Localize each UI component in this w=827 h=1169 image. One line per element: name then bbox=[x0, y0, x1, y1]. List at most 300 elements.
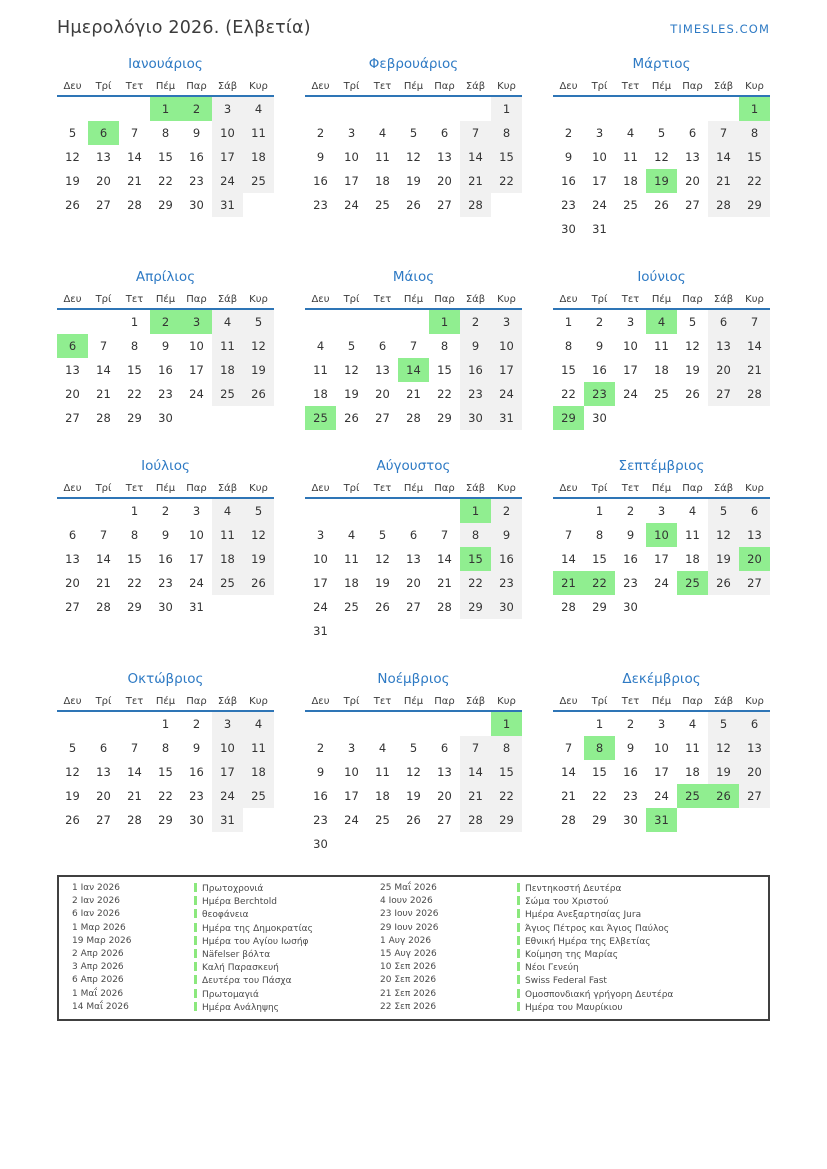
day-cell: 27 bbox=[708, 382, 739, 406]
weekday-header: Τετ bbox=[621, 81, 640, 92]
day-cell: 11 bbox=[344, 552, 359, 566]
weekday-header: Σάβ bbox=[465, 696, 486, 707]
empty-cell bbox=[398, 499, 429, 523]
empty-cell bbox=[305, 712, 336, 736]
weekday-header: Παρ bbox=[186, 294, 207, 305]
holiday-day-cell: 3 bbox=[181, 310, 212, 334]
day-cell: 1 bbox=[595, 504, 604, 518]
day-cell: 19 bbox=[406, 174, 421, 188]
day-cell: 3 bbox=[626, 315, 635, 329]
weekday-header: Τρί bbox=[343, 696, 360, 707]
day-cell: 13 bbox=[437, 150, 452, 164]
day-cell: 14 bbox=[708, 145, 739, 169]
month-title: Δεκέμβριος bbox=[622, 671, 701, 687]
day-cell: 31 bbox=[313, 624, 328, 638]
month-days bbox=[57, 712, 274, 832]
holiday-day-cell: 14 bbox=[398, 358, 429, 382]
legend-date: 3 Απρ 2026 bbox=[72, 962, 124, 973]
day-cell: 30 bbox=[189, 813, 204, 827]
day-cell: 19 bbox=[243, 547, 274, 571]
empty-cell bbox=[336, 97, 367, 121]
day-cell: 11 bbox=[375, 765, 390, 779]
day-cell: 7 bbox=[564, 528, 573, 542]
legend-name: Άγιος Πέτρος και Άγιος Παύλος bbox=[525, 923, 670, 934]
day-cell: 22 bbox=[561, 387, 576, 401]
holiday-tick-icon bbox=[517, 909, 520, 918]
day-cell: 19 bbox=[243, 358, 274, 382]
day-cell: 25 bbox=[623, 198, 638, 212]
day-cell: 28 bbox=[460, 193, 491, 217]
legend-entry bbox=[517, 882, 673, 895]
empty-cell bbox=[336, 712, 367, 736]
day-cell: 5 bbox=[378, 528, 387, 542]
day-cell: 16 bbox=[189, 765, 204, 779]
day-cell: 2 bbox=[564, 126, 573, 140]
day-cell: 11 bbox=[313, 363, 328, 377]
weekday-header: Δευ bbox=[63, 696, 82, 707]
day-cell: 30 bbox=[460, 406, 491, 430]
legend-name: θεοφάνεια bbox=[202, 910, 249, 921]
day-cell: 12 bbox=[65, 765, 80, 779]
legend-entry bbox=[194, 908, 380, 921]
weekday-header: Κυρ bbox=[745, 294, 764, 305]
legend-entry bbox=[194, 895, 380, 908]
day-cell: 16 bbox=[158, 552, 173, 566]
legend-date: 14 Μαΐ 2026 bbox=[72, 1001, 129, 1012]
day-cell: 20 bbox=[65, 387, 80, 401]
weekday-header: Πέμ bbox=[155, 294, 176, 305]
day-cell: 26 bbox=[375, 600, 390, 614]
day-cell: 14 bbox=[127, 765, 142, 779]
day-cell: 4 bbox=[378, 741, 387, 755]
weekday-header: Παρ bbox=[186, 483, 207, 494]
day-cell: 20 bbox=[406, 576, 421, 590]
weekday-header-row bbox=[553, 480, 770, 499]
day-cell: 5 bbox=[688, 315, 697, 329]
legend-date: 19 Μαρ 2026 bbox=[72, 935, 132, 946]
day-cell: 24 bbox=[592, 198, 607, 212]
day-cell: 21 bbox=[96, 576, 111, 590]
day-cell: 27 bbox=[375, 411, 390, 425]
day-cell: 23 bbox=[189, 789, 204, 803]
day-cell: 14 bbox=[561, 552, 576, 566]
day-cell: 19 bbox=[685, 363, 700, 377]
month-days bbox=[57, 499, 274, 619]
day-cell: 22 bbox=[491, 169, 522, 193]
day-cell: 5 bbox=[68, 126, 77, 140]
legend-name: Πρωτοχρονιά bbox=[202, 884, 264, 894]
weekday-header: Τρί bbox=[343, 483, 360, 494]
legend-date: 23 Ιουν 2026 bbox=[380, 909, 439, 920]
day-cell: 12 bbox=[685, 339, 700, 353]
legend-entry bbox=[517, 1001, 673, 1014]
weekday-header: Σάβ bbox=[713, 81, 734, 92]
day-cell: 22 bbox=[491, 784, 522, 808]
weekday-header: Τετ bbox=[373, 696, 392, 707]
empty-cell bbox=[88, 310, 119, 334]
weekday-header: Κυρ bbox=[249, 294, 268, 305]
day-cell: 22 bbox=[460, 571, 491, 595]
holiday-day-cell: 20 bbox=[739, 547, 770, 571]
empty-cell bbox=[305, 310, 336, 334]
day-cell: 7 bbox=[564, 741, 573, 755]
empty-cell bbox=[367, 310, 398, 334]
day-cell: 11 bbox=[623, 150, 638, 164]
day-cell: 7 bbox=[99, 339, 108, 353]
weekday-header: Τρί bbox=[95, 81, 112, 92]
day-cell: 13 bbox=[708, 334, 739, 358]
day-cell: 27 bbox=[437, 198, 452, 212]
day-cell: 22 bbox=[127, 576, 142, 590]
day-cell: 30 bbox=[623, 813, 638, 827]
legend-entry bbox=[517, 974, 673, 987]
day-cell: 16 bbox=[592, 363, 607, 377]
day-cell: 9 bbox=[491, 523, 522, 547]
month-title: Μάρτιος bbox=[632, 56, 691, 72]
day-cell: 3 bbox=[491, 310, 522, 334]
day-cell: 26 bbox=[685, 387, 700, 401]
day-cell: 30 bbox=[189, 198, 204, 212]
legend-date: 2 Ιαν 2026 bbox=[72, 896, 120, 907]
legend-entry bbox=[194, 948, 380, 961]
day-cell: 18 bbox=[344, 576, 359, 590]
day-cell: 2 bbox=[161, 504, 170, 518]
months-grid bbox=[57, 56, 770, 856]
day-cell: 24 bbox=[212, 784, 243, 808]
day-cell: 28 bbox=[96, 600, 111, 614]
day-cell: 24 bbox=[189, 576, 204, 590]
day-cell: 30 bbox=[561, 222, 576, 236]
day-cell: 14 bbox=[96, 552, 111, 566]
day-cell: 27 bbox=[96, 813, 111, 827]
month-card bbox=[305, 269, 522, 430]
legend-date: 6 Απρ 2026 bbox=[72, 975, 124, 986]
weekday-header: Δευ bbox=[63, 294, 82, 305]
day-cell: 10 bbox=[212, 736, 243, 760]
weekday-header: Σάβ bbox=[217, 81, 238, 92]
day-cell: 4 bbox=[688, 504, 697, 518]
day-cell: 12 bbox=[708, 736, 739, 760]
holiday-tick-icon bbox=[517, 936, 520, 945]
legend-name: Näfelser βόλτα bbox=[202, 950, 271, 961]
month-card bbox=[553, 269, 770, 430]
day-cell: 11 bbox=[685, 528, 700, 542]
holiday-day-cell: 1 bbox=[429, 310, 460, 334]
day-cell: 9 bbox=[192, 741, 201, 755]
day-cell: 13 bbox=[437, 765, 452, 779]
site-link[interactable]: TIMESLES.COM bbox=[670, 22, 770, 36]
legend-name: Πρωτομαγιά bbox=[202, 989, 259, 1000]
holiday-day-cell: 31 bbox=[646, 808, 677, 832]
day-cell: 18 bbox=[375, 174, 390, 188]
holiday-tick-icon bbox=[194, 975, 197, 984]
weekday-header: Σάβ bbox=[217, 294, 238, 305]
legend-name: Ημέρα της Δημοκρατίας bbox=[202, 923, 313, 934]
day-cell: 25 bbox=[243, 784, 274, 808]
day-cell: 10 bbox=[623, 339, 638, 353]
day-cell: 3 bbox=[347, 126, 356, 140]
holiday-day-cell: 6 bbox=[57, 334, 88, 358]
weekday-header: Πέμ bbox=[651, 294, 672, 305]
day-cell: 3 bbox=[347, 741, 356, 755]
day-cell: 4 bbox=[243, 712, 274, 736]
day-cell: 13 bbox=[375, 363, 390, 377]
day-cell: 12 bbox=[654, 150, 669, 164]
day-cell: 3 bbox=[595, 126, 604, 140]
day-cell: 22 bbox=[437, 387, 452, 401]
legend-entry bbox=[517, 948, 673, 961]
legend-name: Καλή Παρασκευή bbox=[202, 963, 279, 974]
weekday-header: Τετ bbox=[373, 294, 392, 305]
weekday-header: Πέμ bbox=[155, 696, 176, 707]
holiday-day-cell: 15 bbox=[460, 547, 491, 571]
empty-cell bbox=[305, 499, 336, 523]
month-days bbox=[553, 499, 770, 619]
weekday-header: Δευ bbox=[559, 696, 578, 707]
empty-cell bbox=[460, 712, 491, 736]
day-cell: 18 bbox=[654, 363, 669, 377]
day-cell: 7 bbox=[99, 528, 108, 542]
day-cell: 15 bbox=[592, 765, 607, 779]
day-cell: 26 bbox=[654, 198, 669, 212]
empty-cell bbox=[57, 499, 88, 523]
page-title: Ημερολόγιο 2026. (Ελβετία) bbox=[57, 18, 311, 38]
day-cell: 11 bbox=[654, 339, 669, 353]
legend-name: Ημέρα του Αγίου Ιωσήφ bbox=[202, 936, 309, 947]
empty-cell bbox=[57, 310, 88, 334]
weekday-header: Τρί bbox=[343, 294, 360, 305]
day-cell: 4 bbox=[347, 528, 356, 542]
weekday-header: Δευ bbox=[311, 696, 330, 707]
weekday-header: Παρ bbox=[186, 696, 207, 707]
day-cell: 31 bbox=[212, 193, 243, 217]
day-cell: 15 bbox=[739, 145, 770, 169]
day-cell: 17 bbox=[189, 552, 204, 566]
day-cell: 17 bbox=[189, 363, 204, 377]
day-cell: 7 bbox=[130, 126, 139, 140]
weekday-header: Σάβ bbox=[713, 483, 734, 494]
month-card bbox=[57, 269, 274, 430]
day-cell: 18 bbox=[375, 789, 390, 803]
day-cell: 28 bbox=[739, 382, 770, 406]
day-cell: 9 bbox=[161, 339, 170, 353]
holiday-tick-icon bbox=[517, 949, 520, 958]
day-cell: 16 bbox=[158, 363, 173, 377]
legend-date: 22 Σεπ 2026 bbox=[380, 1001, 437, 1012]
day-cell: 13 bbox=[739, 736, 770, 760]
day-cell: 10 bbox=[189, 339, 204, 353]
day-cell: 14 bbox=[739, 334, 770, 358]
day-cell: 20 bbox=[96, 174, 111, 188]
weekday-header: Δευ bbox=[559, 294, 578, 305]
day-cell: 9 bbox=[595, 339, 604, 353]
empty-cell bbox=[429, 712, 460, 736]
weekday-header: Κυρ bbox=[249, 81, 268, 92]
day-cell: 2 bbox=[316, 741, 325, 755]
day-cell: 4 bbox=[688, 717, 697, 731]
day-cell: 23 bbox=[460, 382, 491, 406]
holiday-tick-icon bbox=[194, 1002, 197, 1011]
day-cell: 16 bbox=[561, 174, 576, 188]
day-cell: 15 bbox=[127, 363, 142, 377]
empty-cell bbox=[398, 97, 429, 121]
day-cell: 8 bbox=[130, 339, 139, 353]
weekday-header: Σάβ bbox=[713, 696, 734, 707]
day-cell: 29 bbox=[592, 600, 607, 614]
day-cell: 12 bbox=[708, 523, 739, 547]
day-cell: 6 bbox=[688, 126, 697, 140]
day-cell: 5 bbox=[409, 741, 418, 755]
day-cell: 13 bbox=[96, 150, 111, 164]
day-cell: 8 bbox=[440, 339, 449, 353]
day-cell: 1 bbox=[595, 717, 604, 731]
day-cell: 30 bbox=[491, 595, 522, 619]
day-cell: 9 bbox=[564, 150, 573, 164]
day-cell: 7 bbox=[460, 736, 491, 760]
day-cell: 26 bbox=[65, 198, 80, 212]
day-cell: 24 bbox=[212, 169, 243, 193]
day-cell: 20 bbox=[708, 358, 739, 382]
day-cell: 10 bbox=[654, 741, 669, 755]
month-title: Μάιος bbox=[392, 269, 435, 285]
day-cell: 19 bbox=[708, 760, 739, 784]
day-cell: 21 bbox=[437, 576, 452, 590]
day-cell: 21 bbox=[708, 169, 739, 193]
day-cell: 22 bbox=[127, 387, 142, 401]
weekday-header: Τετ bbox=[621, 294, 640, 305]
day-cell: 8 bbox=[595, 528, 604, 542]
day-cell: 9 bbox=[316, 150, 325, 164]
day-cell: 23 bbox=[623, 576, 638, 590]
weekday-header-row bbox=[57, 78, 274, 97]
day-cell: 1 bbox=[564, 315, 573, 329]
day-cell: 20 bbox=[437, 174, 452, 188]
day-cell: 2 bbox=[460, 310, 491, 334]
empty-cell bbox=[336, 499, 367, 523]
day-cell: 14 bbox=[96, 363, 111, 377]
day-cell: 16 bbox=[491, 547, 522, 571]
holiday-tick-icon bbox=[194, 896, 197, 905]
day-cell: 27 bbox=[437, 813, 452, 827]
day-cell: 29 bbox=[158, 198, 173, 212]
legend-column bbox=[380, 882, 673, 1014]
day-cell: 17 bbox=[654, 552, 669, 566]
weekday-header-row bbox=[305, 291, 522, 310]
day-cell: 6 bbox=[739, 499, 770, 523]
holiday-day-cell: 1 bbox=[460, 499, 491, 523]
empty-cell bbox=[57, 712, 88, 736]
day-cell: 10 bbox=[344, 765, 359, 779]
day-cell: 17 bbox=[212, 760, 243, 784]
day-cell: 11 bbox=[212, 334, 243, 358]
holiday-day-cell: 8 bbox=[584, 736, 615, 760]
weekday-header: Τρί bbox=[591, 483, 608, 494]
legend-entry bbox=[194, 974, 380, 987]
empty-cell bbox=[398, 310, 429, 334]
holiday-day-cell: 21 bbox=[553, 571, 584, 595]
day-cell: 14 bbox=[127, 150, 142, 164]
day-cell: 12 bbox=[243, 523, 274, 547]
legend-date: 1 Ιαν 2026 bbox=[72, 883, 120, 893]
day-cell: 8 bbox=[564, 339, 573, 353]
legend-name: Ημέρα Ανεξαρτησίας Jura bbox=[525, 910, 642, 921]
day-cell: 14 bbox=[460, 145, 491, 169]
day-cell: 18 bbox=[212, 358, 243, 382]
day-cell: 20 bbox=[375, 387, 390, 401]
day-cell: 19 bbox=[65, 174, 80, 188]
holiday-tick-icon bbox=[517, 883, 520, 892]
holiday-tick-icon bbox=[194, 909, 197, 918]
day-cell: 27 bbox=[739, 571, 770, 595]
weekday-header: Παρ bbox=[682, 696, 703, 707]
day-cell: 3 bbox=[212, 97, 243, 121]
month-title: Σεπτέμβριος bbox=[618, 458, 705, 474]
day-cell: 28 bbox=[127, 198, 142, 212]
weekday-header: Δευ bbox=[311, 81, 330, 92]
day-cell: 6 bbox=[68, 528, 77, 542]
day-cell: 9 bbox=[161, 528, 170, 542]
day-cell: 6 bbox=[378, 339, 387, 353]
holiday-day-cell: 4 bbox=[646, 310, 677, 334]
month-days bbox=[553, 97, 770, 241]
weekday-header: Τρί bbox=[95, 483, 112, 494]
legend-name: Ημέρα Berchtold bbox=[202, 897, 277, 908]
day-cell: 3 bbox=[657, 717, 666, 731]
day-cell: 30 bbox=[623, 600, 638, 614]
month-title: Φεβρουάριος bbox=[368, 56, 459, 72]
legend-date: 4 Ιουν 2026 bbox=[380, 896, 433, 907]
day-cell: 20 bbox=[96, 789, 111, 803]
day-cell: 18 bbox=[243, 145, 274, 169]
day-cell: 7 bbox=[460, 121, 491, 145]
day-cell: 21 bbox=[127, 789, 142, 803]
weekday-header-row bbox=[57, 693, 274, 712]
legend-entry bbox=[517, 961, 673, 974]
month-title: Νοέμβριος bbox=[377, 671, 450, 687]
empty-cell bbox=[398, 712, 429, 736]
day-cell: 16 bbox=[189, 150, 204, 164]
day-cell: 15 bbox=[491, 145, 522, 169]
holiday-day-cell: 19 bbox=[646, 169, 677, 193]
day-cell: 25 bbox=[212, 571, 243, 595]
day-cell: 3 bbox=[657, 504, 666, 518]
holiday-tick-icon bbox=[517, 989, 520, 998]
day-cell: 5 bbox=[708, 499, 739, 523]
day-cell: 28 bbox=[96, 411, 111, 425]
day-cell: 6 bbox=[440, 126, 449, 140]
day-cell: 6 bbox=[99, 741, 108, 755]
day-cell: 21 bbox=[406, 387, 421, 401]
weekday-header-row bbox=[553, 78, 770, 97]
day-cell: 3 bbox=[212, 712, 243, 736]
day-cell: 26 bbox=[243, 382, 274, 406]
weekday-header: Παρ bbox=[434, 483, 455, 494]
day-cell: 29 bbox=[437, 411, 452, 425]
month-days bbox=[57, 310, 274, 430]
page-header bbox=[0, 0, 827, 42]
holiday-day-cell: 10 bbox=[646, 523, 677, 547]
month-card bbox=[57, 458, 274, 643]
weekday-header: Παρ bbox=[186, 81, 207, 92]
day-cell: 14 bbox=[460, 760, 491, 784]
holiday-tick-icon bbox=[517, 962, 520, 971]
legend-name: Νέοι Γενεύη bbox=[525, 963, 579, 974]
day-cell: 28 bbox=[561, 813, 576, 827]
holiday-tick-icon bbox=[194, 883, 197, 892]
day-cell: 20 bbox=[65, 576, 80, 590]
day-cell: 30 bbox=[592, 411, 607, 425]
day-cell: 27 bbox=[65, 411, 80, 425]
